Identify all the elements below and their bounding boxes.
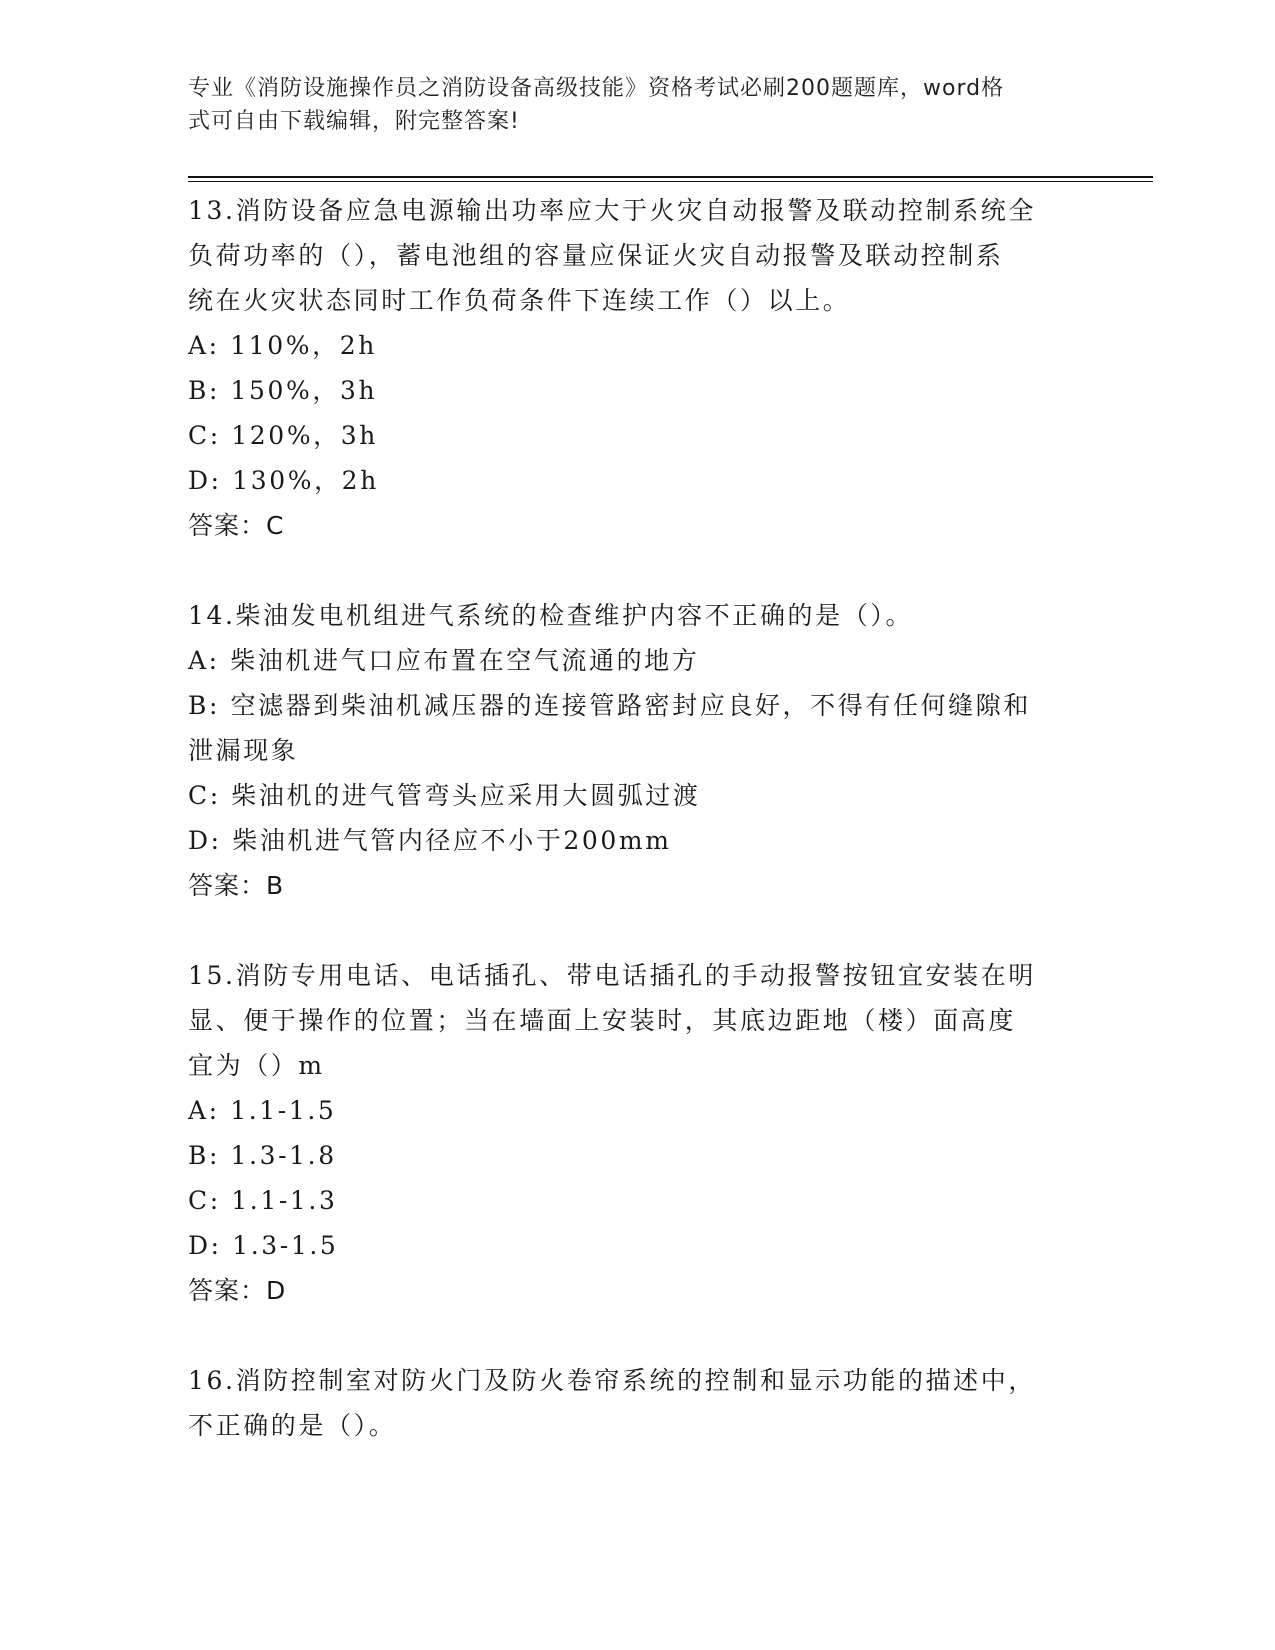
question-13 [188,188,1088,548]
option-c: C: 柴油机的进气管弯头应采用大圆弧过渡 [188,781,701,810]
question-stem-line: 14.柴油发电机组进气系统的检查维护内容不正确的是（）。 [188,601,914,630]
answer-label: 答案：C [188,511,285,540]
header-divider-thin [188,181,1153,182]
document-header [188,72,1068,138]
answer-label: 答案：B [188,871,285,900]
option-d: D: 1.3-1.5 [188,1231,339,1260]
question-14 [188,593,1088,908]
question-stem-line: 显、便于操作的位置；当在墙面上安装时，其底边距地（楼）面高度 [188,1006,1017,1035]
option-c: C: 1.1-1.3 [188,1186,338,1215]
header-divider [188,176,1153,178]
question-15 [188,953,1088,1313]
question-16 [188,1358,1088,1448]
question-stem-line: 负荷功率的（），蓄电池组的容量应保证火灾自动报警及联动控制系 [188,241,1004,270]
option-a: A: 110%，2h [188,331,377,360]
option-d: D: 柴油机进气管内径应不小于200mm [188,826,672,855]
option-a: A: 1.1-1.5 [188,1096,337,1125]
question-stem-line: 宜为（）m [188,1051,325,1080]
option-d: D: 130%，2h [188,466,379,495]
option-a: A: 柴油机进气口应布置在空气流通的地方 [188,646,700,675]
question-stem-line: 统在火灾状态同时工作负荷条件下连续工作（）以上。 [188,286,851,315]
option-b: B: 1.3-1.8 [188,1141,337,1170]
option-b: B: 空滤器到柴油机减压器的连接管路密封应良好，不得有任何缝隙和 [188,691,1031,720]
option-b: B: 150%，3h [188,376,378,405]
question-stem-line: 15.消防专用电话、电话插孔、带电话插孔的手动报警按钮宜安装在明 [188,961,1036,990]
spacer [188,1313,1088,1358]
option-c: C: 120%，3h [188,421,378,450]
question-stem-line: 13.消防设备应急电源输出功率应大于火灾自动报警及联动控制系统全 [188,196,1036,225]
header-line: 式可自由下载编辑，附完整答案! [188,109,520,134]
option-b-continued: 泄漏现象 [188,736,299,765]
spacer [188,548,1088,593]
question-stem-line: 不正确的是（）。 [188,1411,397,1440]
answer-label: 答案：D [188,1276,287,1305]
question-list [188,188,1088,1448]
question-stem-line: 16.消防控制室对防火门及防火卷帘系统的控制和显示功能的描述中， [188,1366,1036,1395]
header-line: 专业《消防设施操作员之消防设备高级技能》资格考试必刷200题题库，word格 [188,76,1005,101]
spacer [188,908,1088,953]
